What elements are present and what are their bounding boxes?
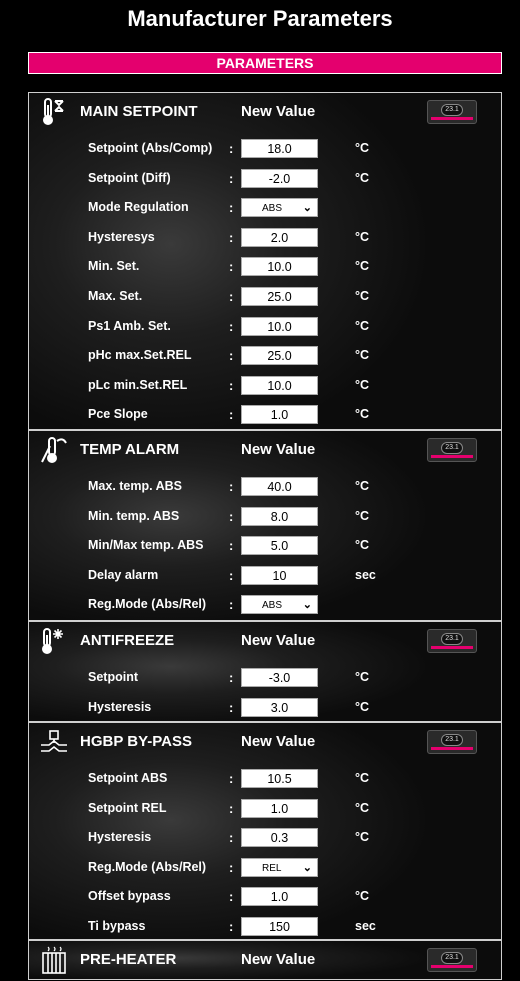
value-input[interactable]: 8.0 [241,507,318,526]
section-title: PRE-HEATER [80,951,177,968]
new-value-header: New Value [241,103,316,120]
value-input[interactable]: 40.0 [241,477,318,496]
parameter-label: Setpoint (Abs/Comp) [88,141,213,155]
new-value-header: New Value [241,733,316,750]
parameter-label: Mode Regulation [88,200,189,215]
label-separator: : [229,800,234,816]
unit-label: °C [355,407,370,422]
parameter-label: Min. Set. [88,259,140,274]
parameter-row [29,765,501,793]
parameter-label: Reg.Mode (Abs/Rel) [88,597,207,612]
label-separator: : [229,289,234,304]
unit-label: °C [355,289,370,303]
value-input[interactable]: 2.0 [241,228,318,247]
section-hgbp-by-pass [28,722,502,940]
unit-label: °C [355,479,370,493]
parameter-label: Hysteresis [88,830,152,845]
value-input[interactable]: 18.0 [241,139,318,158]
controller-accent-bar [431,646,473,649]
parameter-row [29,854,501,882]
controller-thumbnail[interactable] [427,100,477,124]
parameter-row [29,532,501,560]
label-separator: : [229,771,234,786]
value-input[interactable]: 5.0 [241,536,318,555]
thermometer-alarm-icon [39,435,69,465]
unit-label: °C [355,259,370,274]
parameter-label: Pce Slope [88,407,148,422]
parameter-row [29,473,501,501]
controller-thumbnail[interactable] [427,629,477,653]
value-input[interactable]: 1.0 [241,799,318,818]
heater-icon [39,945,69,975]
label-separator: : [229,377,234,393]
parameter-row [29,562,501,590]
parameter-row [29,342,501,370]
value-input[interactable]: 0.3 [241,828,318,847]
parameter-label: Hysteresys [88,229,155,244]
controller-thumbnail[interactable] [427,948,477,972]
new-value-header: New Value [241,441,316,458]
label-separator: : [229,670,234,685]
new-value-header: New Value [241,632,316,649]
parameter-row [29,135,501,163]
section-header [29,941,501,981]
label-separator: : [229,318,234,334]
label-separator: : [229,348,234,364]
label-separator: : [229,407,234,423]
section-header [29,431,501,471]
unit-label: °C [355,800,370,815]
label-separator: : [229,859,234,875]
unit-label: °C [355,830,370,845]
section-header [29,723,501,763]
controller-thumbnail[interactable] [427,438,477,462]
unit-label: °C [355,889,370,904]
parameter-label: Reg.Mode (Abs/Rel) [88,859,207,874]
controller-thumbnail[interactable] [427,730,477,754]
controller-display-value: 23.1 [441,952,463,964]
section-title: HGBP BY-PASS [80,733,192,750]
label-separator: : [229,597,234,613]
chevron-down-icon: ⌄ [302,861,312,874]
value-input[interactable]: 150 [241,917,318,936]
page-title: Manufacturer Parameters [127,6,393,31]
parameters-banner: PARAMETERS [28,52,502,74]
section-title: ANTIFREEZE [80,632,175,649]
parameter-label: Ps1 Amb. Set. [88,318,171,333]
label-separator: : [229,919,234,934]
label-separator: : [229,229,234,245]
controller-display-value: 23.1 [441,633,463,645]
unit-label: °C [355,348,370,363]
value-input[interactable]: 10.0 [241,257,318,276]
parameter-label: Min/Max temp. ABS [88,538,204,553]
parameter-label: pHc max.Set.REL [88,348,192,363]
label-separator: : [229,141,234,156]
section-pre-heater [28,940,502,980]
section-title: MAIN SETPOINT [80,103,198,120]
label-separator: : [229,830,234,846]
value-input[interactable]: 1.0 [241,405,318,424]
parameter-row [29,313,501,341]
unit-label: °C [355,377,370,392]
bypass-valve-icon [39,727,69,757]
parameter-row [29,503,501,531]
controller-display-value: 23.1 [441,734,463,746]
parameter-label: Max. Set. [88,289,143,303]
parameter-label: Setpoint REL [88,800,167,815]
parameter-row [29,694,501,722]
value-input[interactable]: 10.0 [241,376,318,395]
select-value: REL [262,862,282,874]
parameter-row [29,795,501,823]
section-main-setpoint [28,92,502,430]
parameter-row [29,401,501,429]
section-antifreeze [28,621,502,722]
mode-select[interactable] [241,858,318,877]
controller-display-value: 23.1 [441,104,463,116]
parameter-row [29,165,501,193]
parameter-row [29,883,501,911]
parameter-row [29,253,501,281]
parameter-label: Offset bypass [88,889,171,904]
label-separator: : [229,889,234,905]
parameter-label: Hysteresis [88,699,152,714]
section-title: TEMP ALARM [80,441,180,458]
mode-select[interactable] [241,198,318,217]
value-input[interactable]: 10.0 [241,317,318,336]
parameter-label: Max. temp. ABS [88,479,183,493]
value-input[interactable]: -3.0 [241,668,318,687]
controller-accent-bar [431,117,473,120]
value-input[interactable]: 3.0 [241,698,318,717]
value-input[interactable]: 10.5 [241,769,318,788]
parameter-label: Ti bypass [88,919,146,933]
controller-accent-bar [431,455,473,458]
parameter-label: Setpoint (Diff) [88,170,171,185]
parameter-row [29,913,501,941]
select-value: ABS [262,600,283,612]
section-header [29,622,501,662]
label-separator: : [229,200,234,216]
parameter-row [29,372,501,400]
unit-label: °C [355,771,370,785]
unit-label: °C [355,229,370,244]
value-input[interactable]: 25.0 [241,346,318,365]
label-separator: : [229,538,234,554]
label-separator: : [229,567,234,583]
chevron-down-icon: ⌄ [302,202,312,215]
thermometer-setpoint-icon [39,97,69,127]
unit-label: °C [355,508,370,523]
value-input[interactable]: 25.0 [241,287,318,306]
label-separator: : [229,479,234,494]
parameter-row [29,283,501,311]
label-separator: : [229,699,234,715]
select-value: ABS [262,203,283,215]
parameter-row [29,824,501,852]
parameter-row [29,664,501,692]
parameter-row [29,194,501,222]
value-input[interactable]: 1.0 [241,887,318,906]
parameter-label: pLc min.Set.REL [88,377,188,392]
parameter-label: Delay alarm [88,567,159,582]
value-input[interactable]: -2.0 [241,169,318,188]
parameter-row [29,224,501,252]
section-temp-alarm [28,430,502,621]
label-separator: : [229,259,234,275]
label-separator: : [229,508,234,524]
chevron-down-icon: ⌄ [302,599,312,612]
unit-label: sec [355,919,376,933]
mode-select[interactable] [241,595,318,614]
unit-label: °C [355,318,370,333]
new-value-header: New Value [241,951,316,968]
unit-label: °C [355,538,370,553]
unit-label: sec [355,567,376,582]
unit-label: °C [355,699,370,714]
label-separator: : [229,170,234,186]
thermometer-snowflake-icon [39,626,69,656]
parameter-label: Min. temp. ABS [88,508,180,523]
unit-label: °C [355,170,370,185]
controller-display-value: 23.1 [441,442,463,454]
unit-label: °C [355,141,370,155]
value-input[interactable]: 10 [241,566,318,585]
controller-accent-bar [431,747,473,750]
unit-label: °C [355,670,370,684]
parameter-label: Setpoint [88,670,138,684]
parameter-label: Setpoint ABS [88,771,168,785]
section-header [29,93,501,133]
parameter-row [29,591,501,619]
